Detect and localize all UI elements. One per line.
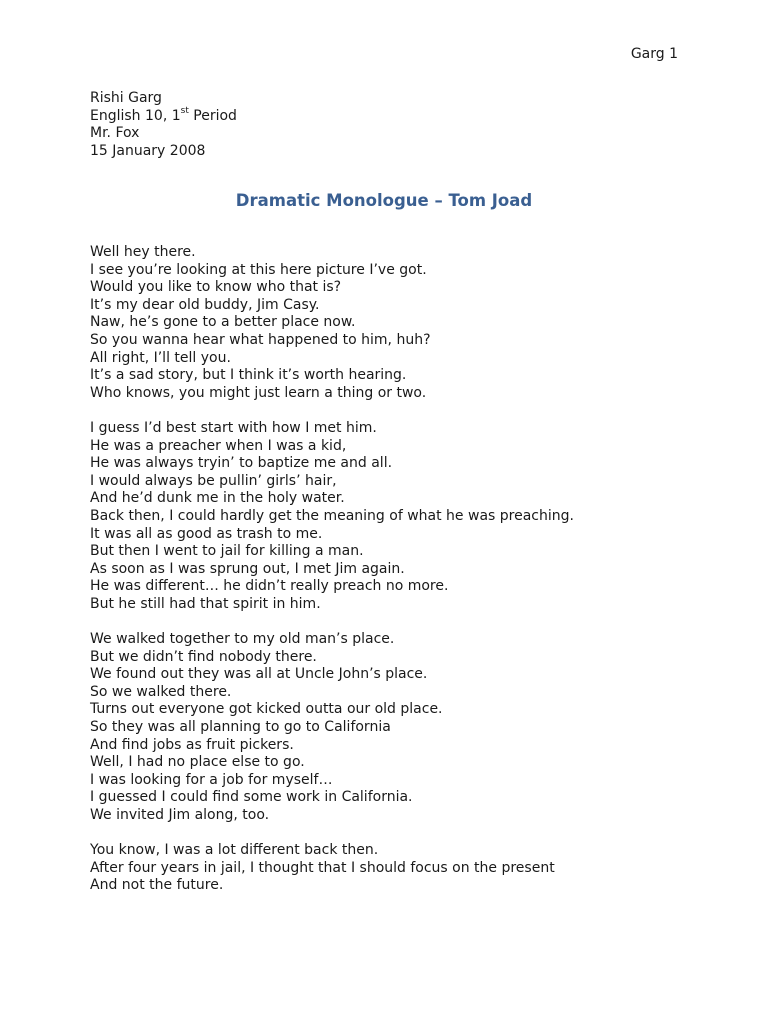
page-number-header: Garg 1 [630, 46, 678, 62]
heading-date: 15 January 2008 [90, 142, 206, 159]
monologue-line: He was a preacher when I was a kid, [90, 437, 347, 454]
stanza [90, 842, 690, 895]
monologue-line: We found out they was all at Uncle John’s place. [90, 666, 428, 683]
monologue-line: And he’d dunk me in the holy water. [90, 490, 345, 507]
monologue-line: So they was all planning to go to California [90, 719, 391, 736]
student-name: Rishi Garg [90, 90, 162, 106]
document-title: Dramatic Monologue – Tom Joad [235, 191, 533, 210]
monologue-line: So you wanna hear what happened to him, huh? [90, 331, 431, 348]
monologue-line: I would always be pullin’ girls’ hair, [90, 472, 337, 489]
monologue-line: Who knows, you might just learn a thing or two. [90, 384, 427, 401]
monologue-line: It was all as good as trash to me. [90, 525, 323, 542]
mla-heading [90, 90, 237, 160]
monologue-line: We walked together to my old man’s place. [90, 631, 395, 648]
monologue-line: He was different… he didn’t really preach no more. [90, 578, 449, 595]
stanza [90, 631, 690, 825]
teacher-name: Mr. Fox [90, 125, 140, 141]
course-prefix: English 10, 1 [90, 107, 181, 124]
course-suffix: Period [188, 107, 237, 124]
monologue-line: I guessed I could find some work in California. [90, 789, 413, 806]
monologue-body [90, 244, 690, 913]
monologue-line: All right, I’ll tell you. [90, 349, 231, 366]
monologue-line: But then I went to jail for killing a man. [90, 543, 364, 560]
ordinal-suffix: st [180, 105, 189, 116]
monologue-line: I guess I’d best start with how I met him. [90, 419, 377, 436]
monologue-line: Turns out everyone got kicked outta our old place. [90, 701, 443, 718]
monologue-line: It’s a sad story, but I think it’s worth hearing. [90, 367, 407, 384]
monologue-line: Naw, he’s gone to a better place now. [90, 314, 356, 331]
monologue-line: As soon as I was sprung out, I met Jim again. [90, 560, 405, 577]
monologue-line: Would you like to know who that is? [90, 279, 342, 296]
monologue-line: But we didn’t find nobody there. [90, 648, 317, 665]
monologue-line: I was looking for a job for myself… [90, 771, 333, 788]
monologue-line: Well hey there. [90, 244, 196, 260]
monologue-line: Well, I had no place else to go. [90, 754, 305, 771]
monologue-line: It’s my dear old buddy, Jim Casy. [90, 296, 320, 313]
monologue-line: So we walked there. [90, 683, 232, 700]
monologue-line: But he still had that spirit in him. [90, 595, 321, 612]
monologue-line: We invited Jim along, too. [90, 807, 270, 823]
stanza [90, 244, 690, 402]
monologue-line: I see you’re looking at this here picture I’ve got. [90, 261, 427, 278]
monologue-line: He was always tryin’ to baptize me and all. [90, 455, 393, 472]
monologue-line: After four years in jail, I thought that I should focus on the present [90, 859, 555, 876]
monologue-line: And find jobs as fruit pickers. [90, 736, 294, 753]
monologue-line: Back then, I could hardly get the meaning of what he was preaching. [90, 507, 574, 524]
course-period [90, 105, 237, 126]
monologue-line: And not the future. [90, 877, 224, 894]
monologue-line: You know, I was a lot different back then. [90, 842, 379, 859]
stanza [90, 420, 690, 614]
